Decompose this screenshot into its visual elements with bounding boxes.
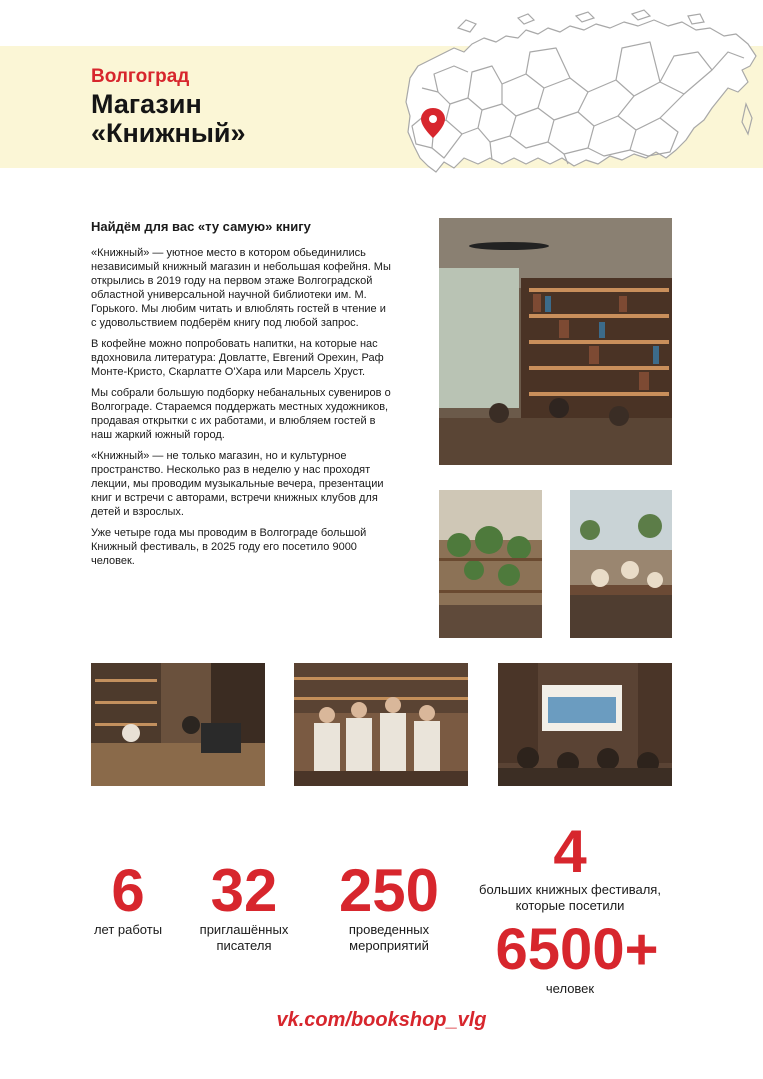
cafe-window-photo <box>570 490 672 638</box>
coffee-bar-photo <box>91 663 265 786</box>
intro-paragraph: Уже четыре года мы проводим в Волгограде большой Книжный фестиваль, в 2025 году его посетило 9000 человек. <box>91 527 367 567</box>
stat-years-label: лет работы <box>93 922 163 937</box>
page-title <box>91 90 246 148</box>
stat-writers-value: 32 <box>210 857 278 924</box>
stat-festivals-label-line-1: больших книжных фестиваля, <box>479 882 661 897</box>
plant-shelves-photo <box>439 490 542 638</box>
stat-writers-label-line-2: писателя <box>216 938 272 953</box>
stat-festivals-label-line-2: которые посетили <box>515 898 625 913</box>
vk-link[interactable]: vk.com/bookshop_vlg <box>276 1009 487 1031</box>
intro-text <box>91 246 391 575</box>
intro-paragraph: «Книжный» — не только магазин, но и культурное пространство. Несколько раз в неделю у нас проходят лекции, мы проводим музыкальные вечера, презентации книг и встречи с авторами, встречи книжных клубов для детей и взрослых. <box>91 450 384 518</box>
stat-events-label-line-2: мероприятий <box>349 938 429 953</box>
intro-paragraph: «Книжный» — уютное место в котором обьединились независимый книжный магазин и небольшая кофейня. Мы открылись в 2019 году на первом этаже Волгоградской областной универсальной научной библиотеки им. М. Горького. Мы любим читать и влюблять гостей в чтение и с удовольствием подберём книгу под любой запрос. <box>91 247 391 329</box>
intro-paragraph: В кофейне можно попробовать напитки, на которые нас вдохновила литература: Довлатте, Евгений Орехин, Раф Монте-Кристо, Скарлатте О'Хара или Марсель Хруст. <box>91 338 384 378</box>
stat-visitors-value: 6500+ <box>495 917 659 982</box>
team-group-photo <box>294 663 468 786</box>
city-name: Волгоград <box>91 66 190 87</box>
title-line-1: Магазин <box>91 89 202 119</box>
stat-years-value: 6 <box>111 857 145 924</box>
stat-events-label-line-1: проведенных <box>348 922 430 937</box>
stat-festivals-label <box>470 882 670 914</box>
stat-writers-label <box>180 922 308 954</box>
bookstore-interior-photo <box>439 218 672 465</box>
title-line-2: «Книжный» <box>91 118 246 148</box>
stat-festivals-value: 4 <box>553 818 587 885</box>
intro-paragraph: Мы собрали большую подборку небанальных сувениров о Волгограде. Стараемся поддержать местных художников, продавая открытки с их работами, и влюбляем гостей в наш жаркий южный город. <box>91 387 391 441</box>
stat-visitors-label: человек <box>545 981 595 996</box>
lecture-event-photo <box>498 663 672 786</box>
stat-events-value: 250 <box>338 857 440 924</box>
stat-events-label <box>324 922 454 954</box>
russia-map <box>398 8 763 198</box>
stat-writers-label-line-1: приглашённых <box>199 922 289 937</box>
intro-heading: Найдём для вас «ту самую» книгу <box>91 219 311 234</box>
